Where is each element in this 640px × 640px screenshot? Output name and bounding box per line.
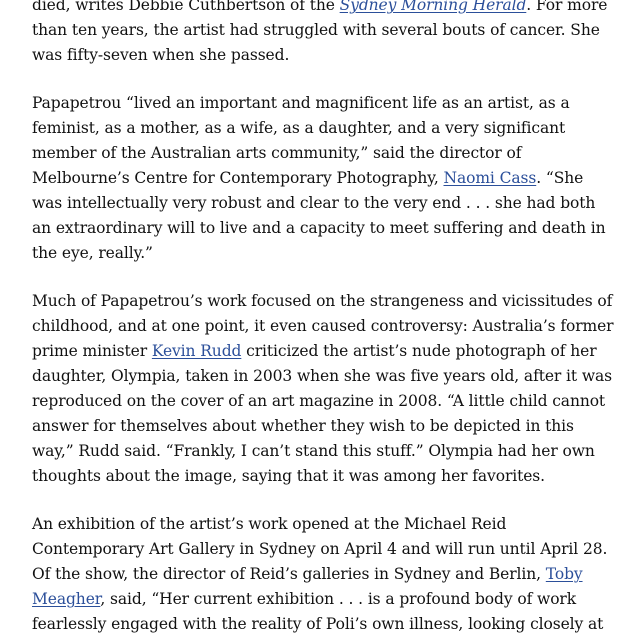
- paragraph-text: Much of Papapetrou’s work focused on the strangeness and vicissitudes of childhood, and at one point, it even caused controversy: Australia’s former prime minister: [32, 292, 614, 360]
- inline-link[interactable]: [340, 0, 527, 14]
- paragraph-text: An exhibition of the artist’s work opened at the Michael Reid Contemporary Art Gallery in Sydney on April 4 and will run until April 28. Of the show, the director of Reid’s galleries in Sydney and Berlin,: [32, 515, 608, 583]
- paragraph-text: Papapetrou “lived an important and magnificent life as an artist, as a feminist, as a mother, as a wife, as a daughter, and a very significant member of the Australian arts community,” said the director of Melbourne’s Centre for Contemporary Photography,: [32, 94, 570, 187]
- paragraph-text: criticized the artist’s nude photograph of her daughter, Olympia, taken in 2003 when she was five years old, after it was reproduced on the cover of an art magazine in 2008. “A little child cannot answer for themselves about whether they wish to be depicted in this way,” Rudd said. “Frankly, I can’t stand this stuff.” Olympia had her own thoughts about the image, saying that it was among her favorites.: [32, 342, 613, 485]
- paragraph-text: . For more than ten years, the artist had struggled with several bouts of cancer. She was fifty-seven when she passed.: [32, 0, 608, 64]
- article-paragraph: [32, 512, 618, 637]
- inline-link[interactable]: Naomi Cass: [443, 169, 537, 187]
- article-paragraph: [32, 91, 618, 266]
- paragraph-text: , said, “Her current exhibition . . . is a profound body of work fearlessly engaged with the reality of Poli’s own illness, looking closely at: [32, 590, 604, 633]
- inline-link[interactable]: Kevin Rudd: [151, 342, 242, 360]
- paragraph-text: died, writes Debbie Cuthbertson of the: [32, 0, 340, 14]
- inline-link[interactable]: Toby Meagher: [32, 565, 583, 608]
- article-paragraph: [32, 289, 618, 489]
- article-paragraph: [32, 0, 618, 68]
- paragraph-text: . “She was intellectually very robust and clear to the very end . . . she had both an extraordinary will to live and a capacity to meet suffering and death in the eye, really.”: [32, 169, 606, 262]
- publication-name: Sydney Morning Herald: [339, 0, 527, 14]
